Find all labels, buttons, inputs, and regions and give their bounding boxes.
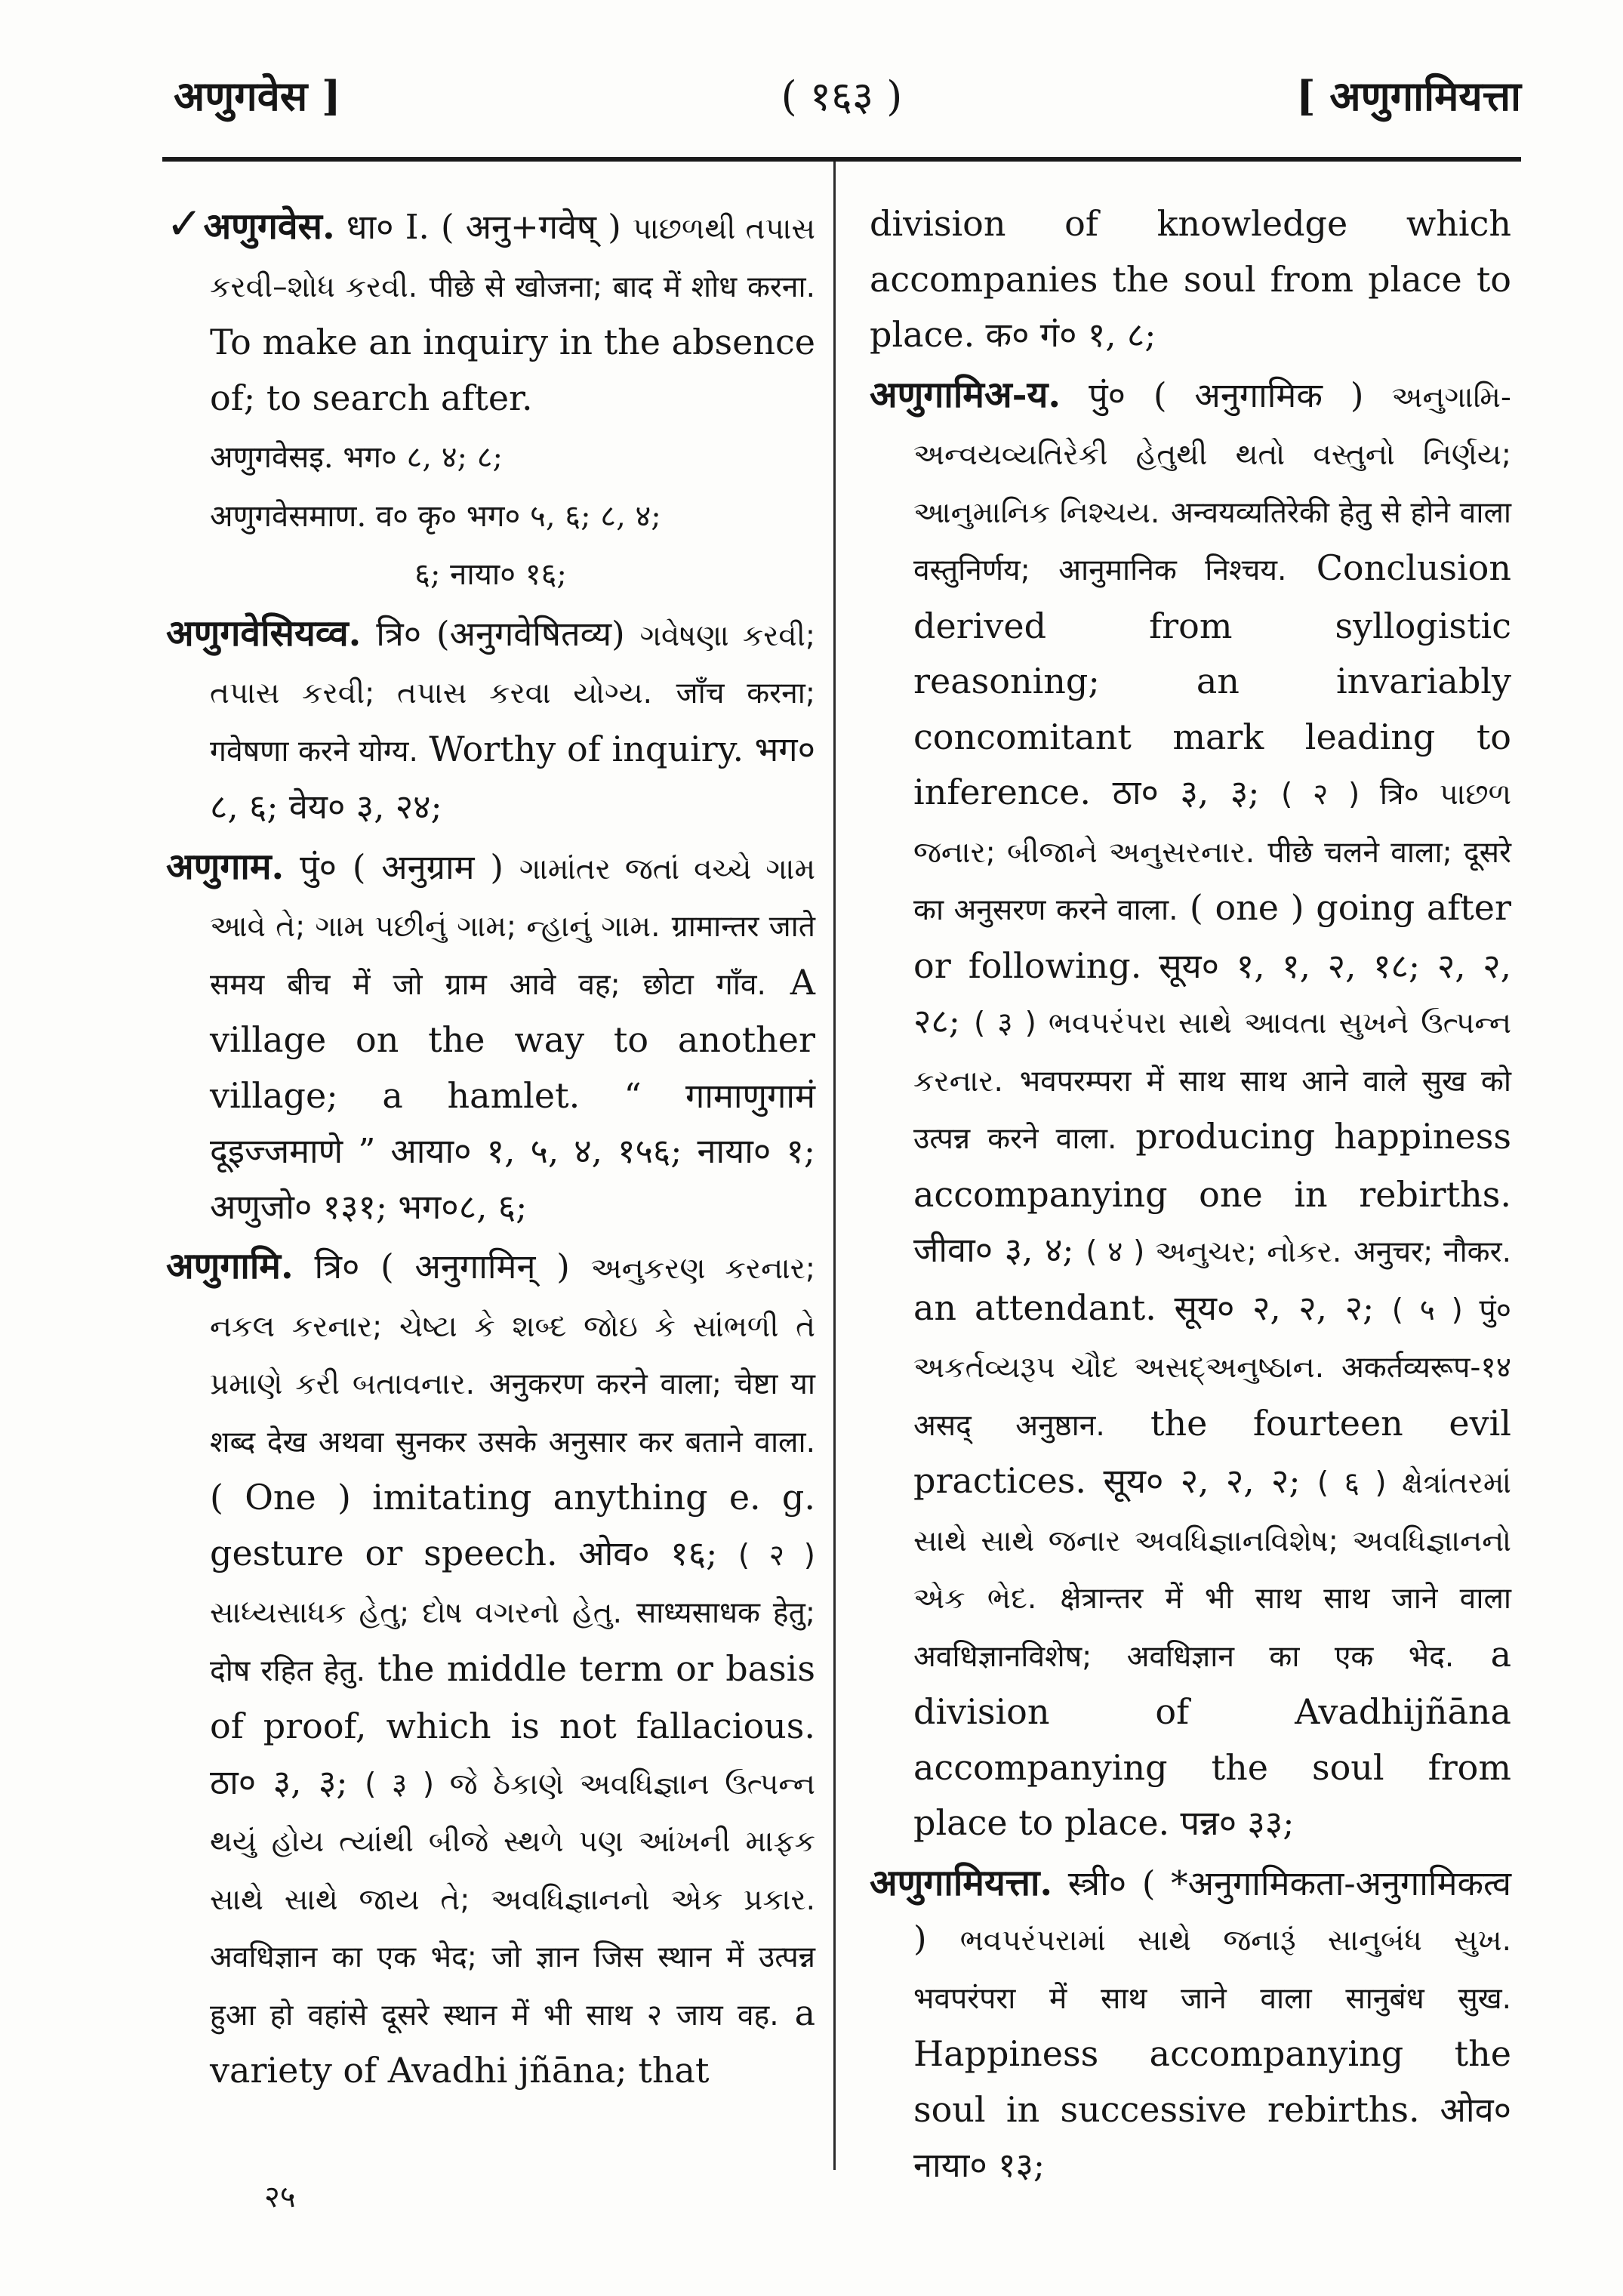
english-gloss: division of knowledge which accompanies the soul from place to place. — [870, 203, 1511, 355]
sense4-reference: सूय० २, २, २; — [1174, 1287, 1375, 1328]
hindi-gloss: पीछे से खोजना; बाद में शोध करना. — [429, 270, 816, 304]
english-gloss: A village on the way to another village; a hamlet. — [210, 961, 815, 1116]
sense2-english: ( one ) going after or following. — [913, 887, 1511, 986]
right-column — [870, 196, 1511, 2198]
english-gloss: To make an inquiry in the absence of; to search after. — [210, 322, 815, 418]
hindi-gloss: जाँच करना; गवेषणा करने योग्य. — [210, 676, 815, 769]
english-gloss: Worthy of inquiry. — [429, 728, 744, 769]
gujarati-gloss: ગામાંતર જતાં વચ્ચે ગામ આવે તે; ગામ પછીનું ગામ; ન્હાનું ગામ. — [210, 852, 815, 944]
headword: अणुगामियत्ता. — [870, 1861, 1053, 1904]
quotation: “ गामाणुगामं दूइज्जमाणे ” आया० १, ५, ४, १५६; नाया० १; अणुजो० १३१; भग०८, ६; — [210, 1075, 815, 1227]
hindi-gloss: अन्वयव्यतिरेकी हेतु से होने वाला वस्तुनिर्णय; आनुमानिक निश्चय. — [913, 495, 1511, 587]
entry-continuation — [870, 196, 1511, 363]
sense2-gujarati: ( २ ) त्रि० પાછળ જનાર; બીજાને અનુસરનાર. — [913, 778, 1511, 870]
header-left-guideword: अणुगवेस ] — [174, 72, 341, 120]
gujarati-gloss: અનુકરણ કરનાર; નકલ કરનાર; ચેષ્ટા કે શબ્દ જોઇ કે સાંભળી તે પ્રમાણે કરી બતાવનાર. — [210, 1252, 815, 1401]
gujarati-gloss: ગવેષણા કરવી; તપાસ કરવી; તપાસ કરવા યોગ્ય. — [210, 618, 815, 710]
entry-anugaves — [166, 196, 815, 426]
sense3-gujarati: ( ३ ) ભવપરંપરા સાથે આવતા સુખને ઉત્પન્ન કરનાર. — [913, 1006, 1511, 1099]
sense5-english: the fourteen evil practices. — [913, 1402, 1511, 1501]
sense2-hindi: साध्यसाधक हेतु; दोष रहित हेतु. — [210, 1596, 815, 1688]
reference: ठा० ३, ३; — [1112, 772, 1260, 812]
entry-anugamia — [870, 368, 1511, 1851]
reference: अणुगवेसइ. भग० ८, ४; ८; — [210, 440, 504, 475]
hindi-gloss: अनुकरण करने वाला; चेष्टा या शब्द देख अथवा सुनकर उसके अनुसार कर बताने वाला. — [210, 1367, 816, 1459]
sense6-english: a division of Avadhijñāna accompanying the soul from place to place. — [913, 1633, 1511, 1843]
column-divider — [833, 162, 836, 2170]
check-mark-icon: ✓ — [166, 198, 204, 249]
sense5-reference: सूय० २, २, २; — [1103, 1461, 1301, 1501]
reference: ओव० १६; — [578, 1533, 718, 1573]
english-gloss: Conclusion derived from syllogistic reasoning; an invariably concomitant mark leading to inference. — [913, 547, 1511, 812]
reference: क० गं० १, ८; — [985, 315, 1156, 355]
signature-mark: २५ — [264, 2180, 296, 2214]
grammar: पुं० ( अनुग्राम ) — [300, 846, 504, 887]
headword: अणुगवेसियव्व. — [166, 612, 362, 655]
reference: ओव० नाया० १३; — [913, 2089, 1511, 2185]
sense3-english: a variety of Avadhi jñāna; that — [210, 1992, 815, 2091]
sense3-english: producing happiness accompanying one in rebirths. — [913, 1116, 1511, 1215]
sense6-reference: पन्न० ३३; — [1180, 1803, 1295, 1843]
page-number: ( १६३ ) — [781, 72, 903, 120]
left-column — [166, 196, 815, 2103]
headword: अणुगाम. — [166, 845, 285, 888]
header-rule — [162, 157, 1521, 162]
entry-anugam — [166, 840, 815, 1235]
sense6-hindi: क्षेत्रान्तर में भी साथ साथ जाने वाला अवधिज्ञानविशेष; अवधिज्ञान का एक भेद. — [913, 1582, 1511, 1674]
grammar: धा० I. ( अनु+गवेष् ) — [346, 207, 621, 247]
reference: ६; नाया० १६; — [414, 557, 567, 592]
sense6-gujarati: ( ६ ) ક્ષેત્રાંતરમાં સાથે સાથે જનાર અવધિજ્ઞાનવિશેષ; અવધિજ્ઞાનનો એક ભેદ. — [913, 1466, 1511, 1616]
sense4-gujarati: ( ४ ) અનુચર; નોકર. — [1086, 1235, 1342, 1269]
english-gloss: ( One ) imitating anything e. g. gesture or speech. — [210, 1477, 815, 1573]
hindi-gloss: ग्रामान्तर जाते समय बीच में जो ग्राम आवे वह; छोटा गाँव. — [210, 910, 815, 1002]
entry-anugamiyatta — [870, 1856, 1511, 2193]
sense2-reference: सूय० १, १, २, १८; २, २, २८; — [913, 945, 1511, 1041]
headword: ✓अणुगवेस. — [166, 198, 335, 249]
sense3-hindi: भवपरम्परा में साथ साथ आने वाले सुख को उत्पन्न करने वाला. — [913, 1064, 1511, 1156]
running-header — [162, 59, 1521, 127]
reference: अणुगवेसमाण. व० कृ० भग० ५, ६; ८, ४; — [210, 498, 661, 534]
sense3-hindi: अवधिज्ञान का एक भेद; जो ज्ञान जिस स्थान में उत्पन्न हुआ हो वहांसे दूसरे स्थान में भी साथ २ जाय वह. — [210, 1940, 815, 2032]
hindi-gloss: भवपरंपरा में साथ जाने वाला सानुबंध सुख. — [913, 1981, 1511, 2016]
grammar: त्रि० ( अनुगामिन् ) — [314, 1247, 570, 1287]
reference: भग० ८, ६; वेय० ३, २४; — [210, 729, 815, 827]
sense2-gujarati: ( २ ) સાધ્યસાધક હેતુ; દોષ વગરનો હેતુ. — [210, 1538, 815, 1630]
grammar: स्त्री० ( *अनुगामिकता-अनुगामिकत्व ) — [913, 1863, 1511, 1959]
sense5-hindi: अकर्तव्यरूप-१४ असद् अनुष्ठान. — [913, 1351, 1511, 1443]
grammar: पुं० ( अनुगामिक ) — [1089, 374, 1364, 415]
entry-anugavesiyavva — [166, 606, 815, 835]
sense5-gujarati: ( ५ ) पुं० અકર્તવ્યરૂપ ચૌદ અસદ્અનુષ્ઠાન. — [913, 1293, 1511, 1385]
sense2-english: the middle term or basis of proof, which is not fallacious. — [210, 1647, 815, 1746]
gujarati-gloss: પાછળથી તપાસ કરવી–શોધ કરવી. — [210, 212, 815, 304]
sense2-reference: ठा० ३, ३; — [210, 1761, 348, 1802]
entry-anugami — [166, 1239, 815, 2099]
grammar: त्रि० (अनुगवेषितव्य) — [376, 613, 625, 654]
headword: अणुगामि. — [166, 1245, 294, 1287]
sense4-english: an attendant. — [913, 1287, 1156, 1328]
sense2-hindi: पीछे चलने वाला; दूसरे का अनुसरण करने वाला. — [913, 835, 1511, 927]
english-gloss: Happiness accompanying the soul in successive rebirths. — [913, 2033, 1511, 2130]
gujarati-gloss: ભવપરંપરામાં સાથે જનારૂં સાનુબંધ સુખ. — [959, 1924, 1511, 1958]
sense3-reference: जीवा० ३, ४; — [913, 1230, 1074, 1270]
gujarati-gloss: અનુગામિ-અન્વયવ્યતિરેકી હેતુથી થતો વસ્તુનો નિર્ણય; આનુમાનિક નિશ્ચય. — [913, 380, 1511, 530]
sense3-gujarati: ( ३ ) જે ઠેકાણે અવધિજ્ઞાન ઉત્પન્ન થયું હોય ત્યાંથી બીજે સ્થળે પણ આંખની માફક સાથે સાથે જાય તે; અવધિજ્ઞાનનો એક પ્રકાર. — [210, 1767, 815, 1917]
headword: अणुगामिअ-य. — [870, 373, 1061, 416]
header-right-guideword: [ अणुगामियत्ता — [1296, 72, 1521, 120]
sense4-hindi: अनुचर; नौकर. — [1353, 1235, 1511, 1269]
